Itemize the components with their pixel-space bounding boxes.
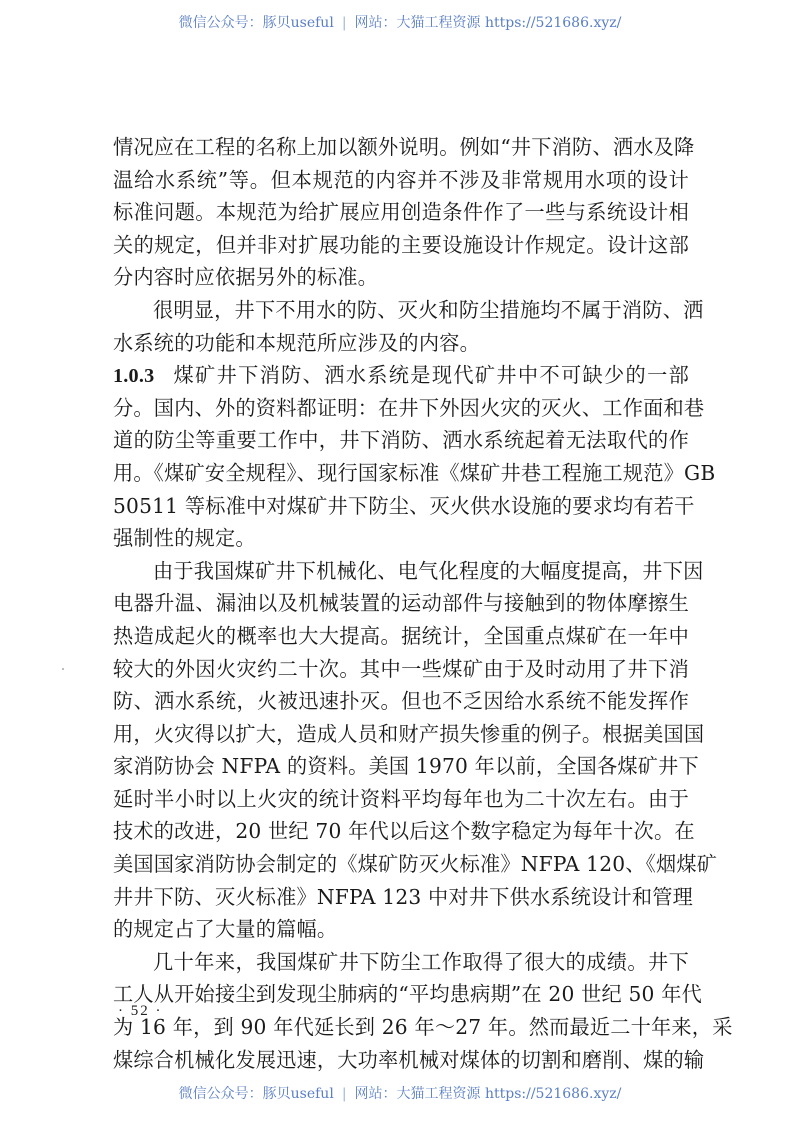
text-line: 井井下防、灭火标准》NFPA 123 中对井下供水系统设计和管理 — [113, 884, 694, 909]
text-line: 关的规定，但并非对扩展功能的主要设施设计作规定。设计这部 — [113, 232, 689, 257]
text-line: 温给水系统”等。但本规范的内容并不涉及非常规用水项的设计 — [113, 167, 689, 192]
paragraph — [113, 555, 718, 946]
watermark-header — [0, 12, 800, 32]
watermark-separator: | — [341, 15, 347, 31]
paragraph — [113, 946, 733, 1076]
text-line: 分内容时应依据另外的标准。 — [113, 265, 379, 290]
text-line: 家消防协会 NFPA 的资料。美国 1970 年以前，全国各煤矿井下 — [113, 754, 699, 779]
text-line: 标准问题。本规范为给扩展应用创造条件作了一些与系统设计相 — [113, 200, 689, 225]
watermark-site: 网站：大猫工程资源 — [354, 1086, 481, 1102]
paragraph — [113, 294, 704, 359]
text-line: 由于我国煤矿井下机械化、电气化程度的大幅度提高，井下因 — [153, 558, 704, 583]
text-line: 防、洒水系统，火被迅速扑灭。但也不乏因给水系统不能发挥作 — [113, 689, 689, 714]
watermark-url: https://521686.xyz/ — [484, 15, 622, 31]
page-number: · 52 · — [118, 1003, 163, 1019]
watermark-url: https://521686.xyz/ — [484, 1086, 622, 1102]
text-line: 煤综合机械化发展迅速，大功率机械对煤体的切割和磨削、煤的输 — [113, 1047, 705, 1072]
paragraph — [113, 131, 695, 294]
text-line: 水系统的功能和本规范所应涉及的内容。 — [113, 330, 480, 355]
text-line — [113, 359, 689, 392]
watermark-footer — [0, 1083, 800, 1103]
clause-text: 煤矿井下消防、洒水系统是现代矿井中不可缺少的一部 — [172, 363, 689, 388]
watermark-wechat: 微信公众号：豚贝useful — [178, 15, 334, 31]
text-line: 道的防尘等重要工作中，井下消防、洒水系统起着无法取代的作 — [113, 428, 689, 453]
text-line: 工人从开始接尘到发现尘肺病的“平均患病期”在 20 世纪 50 年代 — [113, 982, 702, 1007]
clause-number: 1.0.3 — [113, 365, 155, 388]
text-line: 的规定占了大量的篇幅。 — [113, 917, 338, 942]
clause-1-0-3 — [113, 359, 716, 555]
text-line: 用，火灾得以扩大，造成人员和财产损失惨重的例子。根据美国国 — [113, 721, 705, 746]
document-body — [113, 131, 733, 1076]
text-line: 几十年来，我国煤矿井下防尘工作取得了很大的成绩。井下 — [153, 949, 689, 974]
text-line: 美国国家消防协会制定的《煤矿防灭火标准》NFPA 120、《烟煤矿 — [113, 852, 718, 877]
scan-speck — [62, 668, 64, 670]
text-line: 50511 等标准中对煤矿井下防尘、灭火供水设施的要求均有若干 — [113, 493, 695, 518]
watermark-separator: | — [341, 1086, 347, 1102]
text-line: 电器升温、漏油以及机械装置的运动部件与接触到的物体摩擦生 — [113, 591, 689, 616]
text-line: 较大的外因火灾约二十次。其中一些煤矿由于及时动用了井下消 — [113, 656, 689, 681]
text-line: 很明显，井下不用水的防、灭火和防尘措施均不属于消防、洒 — [153, 297, 704, 322]
text-line: 为 16 年，到 90 年代延长到 26 年～27 年。然而最近二十年来，采 — [113, 1015, 733, 1040]
text-line: 情况应在工程的名称上加以额外说明。例如“井下消防、洒水及降 — [113, 135, 695, 159]
text-line: 技术的改进，20 世纪 70 年代以后这个数字稳定为每年十次。在 — [113, 819, 695, 844]
text-line: 分。国内、外的资料都证明：在井下外因火灾的灭火、工作面和巷 — [113, 395, 705, 420]
text-line: 用。《煤矿安全规程》、现行国家标准《煤矿井巷工程施工规范》GB — [113, 460, 716, 485]
text-line: 强制性的规定。 — [113, 526, 256, 551]
watermark-site: 网站：大猫工程资源 — [354, 15, 481, 31]
watermark-wechat: 微信公众号：豚贝useful — [178, 1086, 334, 1102]
text-line: 延时半小时以上火灾的统计资料平均每年也为二十次左右。由于 — [113, 786, 689, 811]
text-line: 热造成起火的概率也大大提高。据统计，全国重点煤矿在一年中 — [113, 623, 689, 648]
